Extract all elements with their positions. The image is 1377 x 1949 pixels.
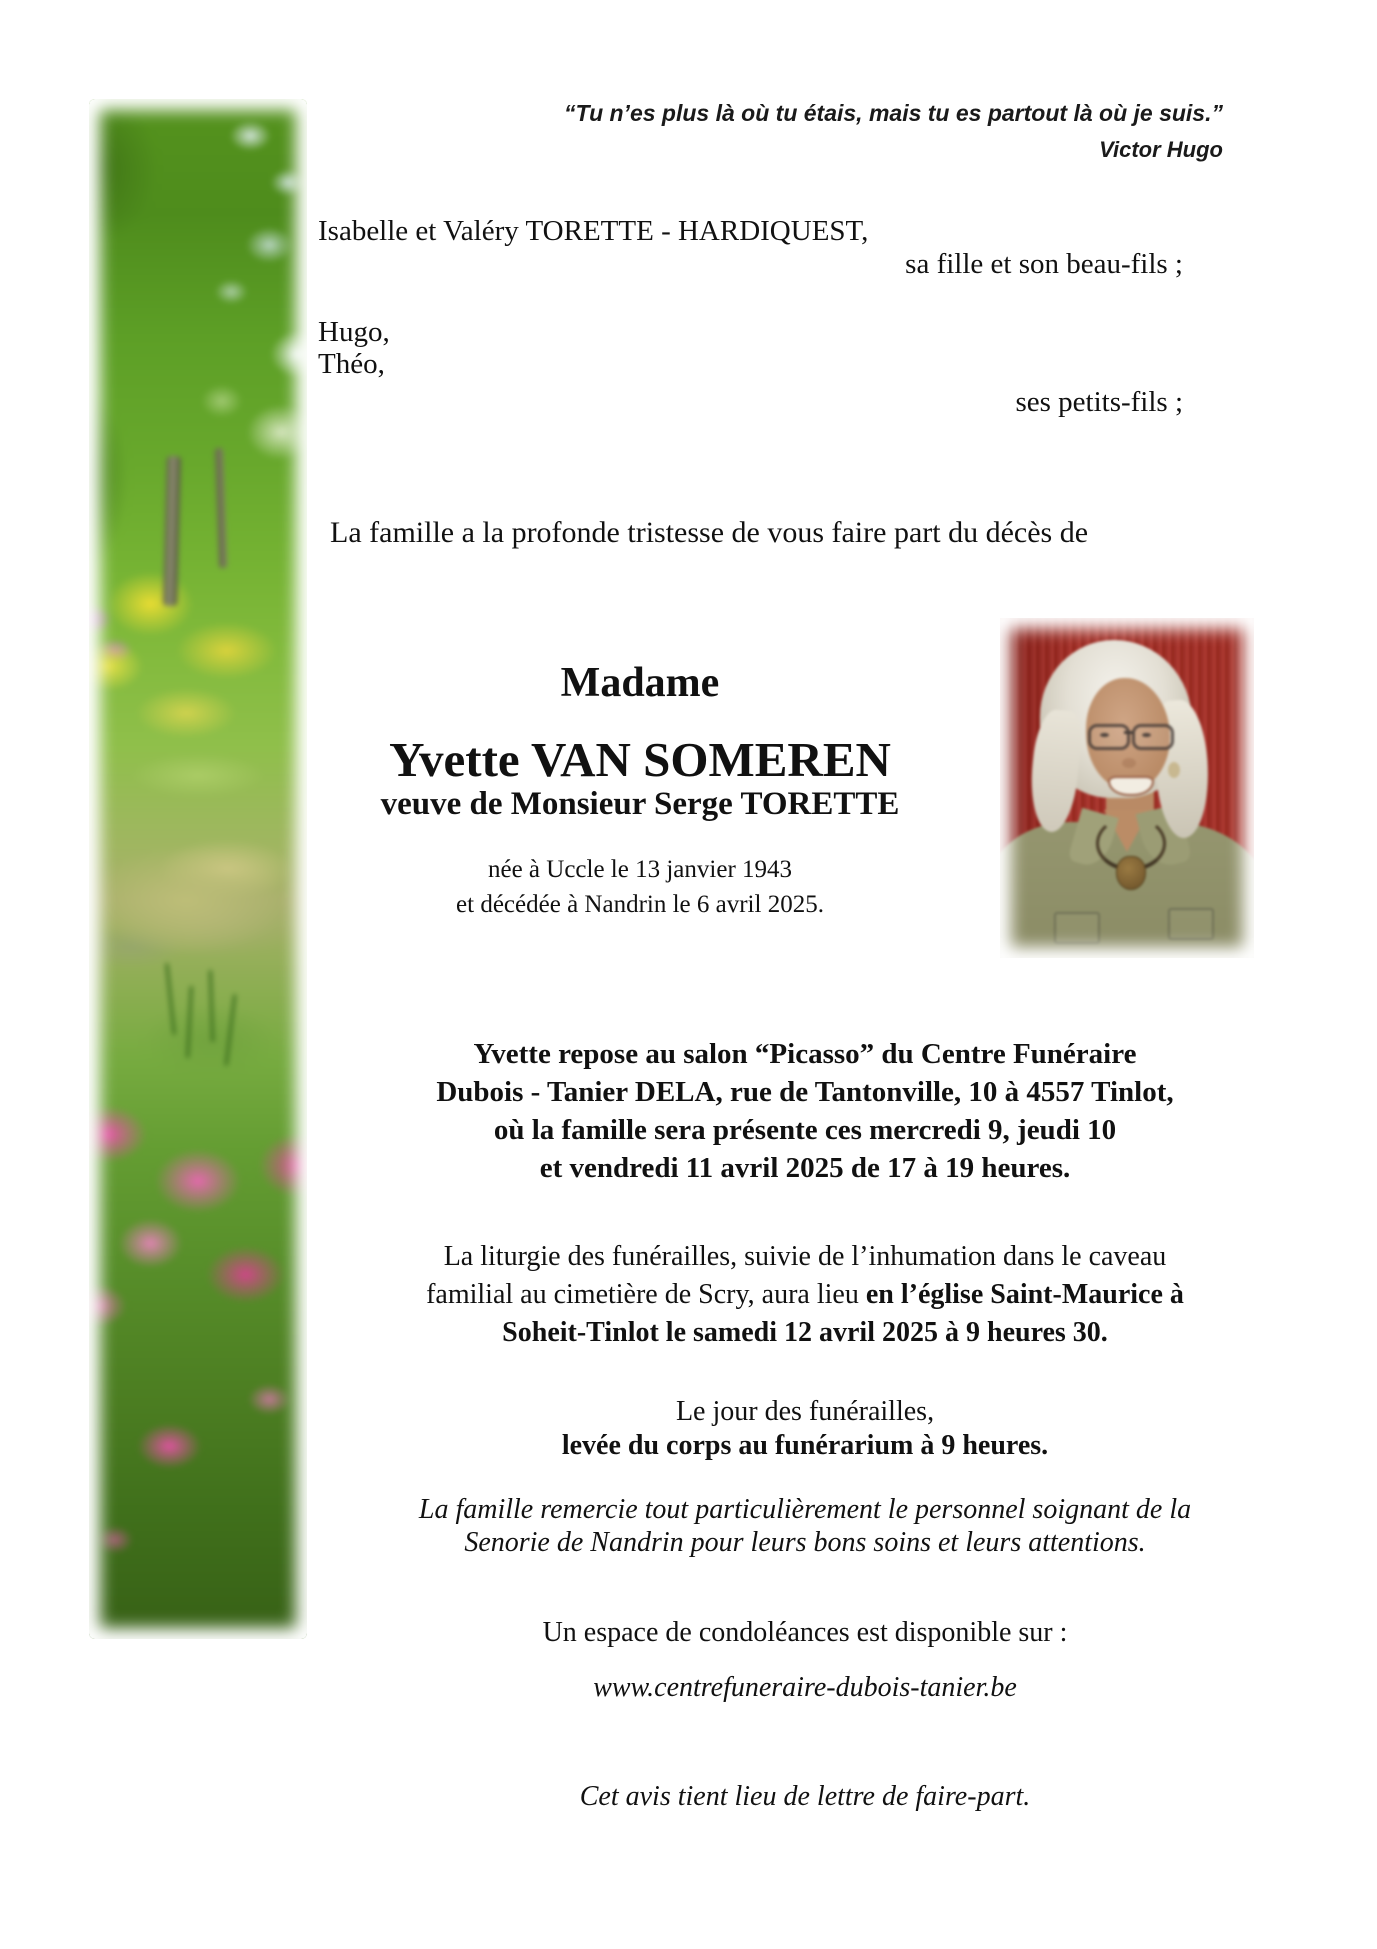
funeral-day-paragraph [300, 1395, 1310, 1463]
visitation-paragraph [300, 1035, 1310, 1187]
deceased-widow-of: veuve de Monsieur Serge TORETTE [380, 786, 900, 822]
deceased-birth: née à Uccle le 13 janvier 1943 [487, 856, 793, 883]
garden-art [89, 99, 307, 1639]
condolences-label: Un espace de condoléances est disponible sur : [542, 1617, 1068, 1648]
deceased-title: Madame [560, 660, 720, 706]
funeral-day-line: Le jour des funérailles, [675, 1396, 935, 1427]
thanks-line: La famille remercie tout particulièrement le personnel soignant de la [418, 1494, 1192, 1525]
announcement-line: La famille a la profonde tristesse de vous faire part du décès de [330, 516, 1089, 549]
visitation-line: où la famille sera présente ces mercredi 9, jeudi 10 [493, 1114, 1117, 1146]
quote-author: Victor Hugo [1099, 137, 1223, 162]
deceased-death: et décédée à Nandrin le 6 avril 2025. [456, 891, 824, 918]
closing-line: Cet avis tient lieu de lettre de faire-part. [579, 1781, 1031, 1812]
family-daughter-relation: sa fille et son beau-fils ; [905, 248, 1183, 280]
visitation-line: Dubois - Tanier DELA, rue de Tantonville, 10 à 4557 Tinlot, [436, 1076, 1174, 1108]
tree-trunk [163, 455, 181, 605]
liturgy-date-bold: Soheit-Tinlot le samedi 12 avril 2025 à 9 heures 30. [502, 1317, 1108, 1348]
pond-reed [225, 994, 237, 1066]
portrait-art [1000, 618, 1254, 958]
thanks-paragraph [300, 1493, 1310, 1559]
tree-trunk [215, 448, 227, 568]
portrait-glasses [1088, 724, 1130, 750]
liturgy-paragraph [300, 1238, 1310, 1352]
thanks-line: Senorie de Nandrin pour leurs bons soins et leurs attentions. [464, 1527, 1146, 1558]
family-grandsons-relation: ses petits-fils ; [1015, 386, 1183, 418]
family-grandson-theo: Théo, [318, 348, 385, 380]
family-daughter-names: Isabelle et Valéry TORETTE - HARDIQUEST, [318, 215, 869, 247]
family-grandson-hugo: Hugo, [318, 316, 390, 348]
pond-reed [209, 970, 215, 1042]
deceased-name: Yvette VAN SOMEREN [389, 732, 891, 787]
portrait-pocket [1168, 908, 1214, 940]
portrait-earring [1168, 762, 1180, 778]
pond-reed [187, 986, 194, 1058]
visitation-line: Yvette repose au salon “Picasso” du Centre Funéraire [473, 1038, 1137, 1070]
liturgy-line: La liturgie des funérailles, suivie de l’inhumation dans le caveau [443, 1241, 1167, 1272]
quote-block [564, 100, 1223, 163]
portrait-photo [1000, 618, 1254, 958]
funeral-day-bold-line: levée du corps au funérarium à 9 heures. [561, 1430, 1049, 1461]
portrait-glasses [1132, 724, 1174, 750]
portrait-hair-lock [1026, 708, 1085, 834]
pond-reed [166, 963, 177, 1035]
portrait-pendant [1116, 856, 1146, 890]
garden-photo-strip [89, 99, 307, 1639]
visitation-line: et vendredi 11 avril 2025 de 17 à 19 heures. [539, 1152, 1071, 1184]
liturgy-line [300, 1276, 1310, 1314]
portrait-pocket [1054, 912, 1100, 944]
portrait-nose [1122, 758, 1136, 768]
deceased-name-block [290, 655, 990, 922]
portrait-glasses-bridge [1124, 731, 1133, 734]
liturgy-church-bold: en l’église Saint-Maurice à [865, 1279, 1184, 1310]
liturgy-regular: familial au cimetière de Scry, aura lieu [426, 1279, 866, 1310]
quote-text: “Tu n’es plus là où tu étais, mais tu es partout là où je suis.” [563, 100, 1223, 126]
condolences-website: www.centrefuneraire-dubois-tanier.be [593, 1672, 1017, 1703]
